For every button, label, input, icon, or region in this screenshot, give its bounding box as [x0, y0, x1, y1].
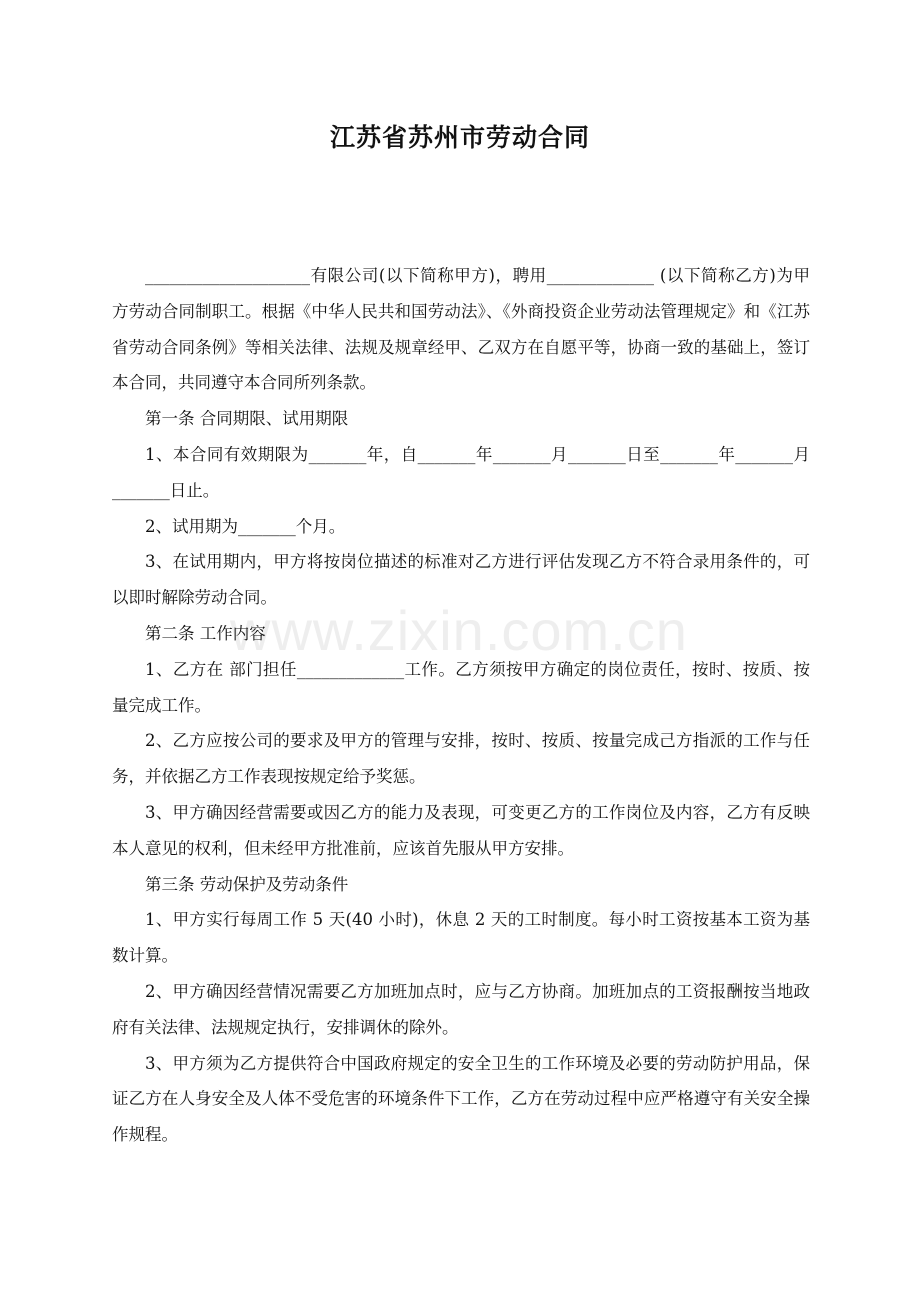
document-title: 江苏省苏州市劳动合同 [329, 123, 590, 152]
article-2-heading: 第二条 工作内容 [145, 623, 266, 643]
article-3-heading: 第三条 劳动保护及劳动条件 [145, 874, 349, 894]
article-1-clause-1: 1、本合同有效期限为_______年，自_______年_______月_______日至_______年_______月_______日止。 [112, 444, 810, 500]
article-3-clause-1: 1、甲方实行每周工作 5 天(40 小时)，休息 2 天的工时制度。每小时工资按基本工资为基数计算。 [112, 910, 810, 966]
article-1-clause-2: 2、试用期为_______个月。 [145, 516, 346, 536]
article-1-heading: 第一条 合同期限、试用期限 [145, 409, 349, 429]
article-2-clause-1: 1、乙方在 部门担任_____________工作。乙方须按甲方确定的岗位责任，按时、按质、按量完成工作。 [112, 659, 810, 715]
article-2-clause-3: 3、甲方确因经营需要或因乙方的能力及表现，可变更乙方的工作岗位及内容，乙方有反映本人意见的权利，但未经甲方批准前，应该首先服从甲方安排。 [112, 802, 810, 858]
watermark: www.zixin.com.cn [230, 599, 688, 662]
article-3-clause-3: 3、甲方须为乙方提供符合中国政府规定的安全卫生的工作环境及必要的劳动防护用品，保证乙方在人身安全及人体不受危害的环境条件下工作，乙方在劳动过程中应严格遵守有关安全操作规程。 [112, 1053, 810, 1145]
article-1-clause-3: 3、在试用期内，甲方将按岗位描述的标准对乙方进行评估发现乙方不符合录用条件的，可以即时解除劳动合同。 [112, 552, 810, 608]
article-3-clause-2: 2、甲方确因经营情况需要乙方加班加点时，应与乙方协商。加班加点的工资报酬按当地政府有关法律、法规规定执行，安排调休的除外。 [112, 981, 810, 1037]
article-2-clause-2: 2、乙方应按公司的要求及甲方的管理与安排，按时、按质、按量完成己方指派的工作与任务，并依据乙方工作表现按规定给予奖惩。 [112, 731, 810, 787]
document-body [112, 258, 810, 1153]
contract-preamble: ____________________有限公司(以下简称甲方)，聘用_____________ (以下简称乙方)为甲方劳动合同制职工。根据《中华人民共和国劳动法》、《外商投资企业劳动法管理规定》和《江苏省劳动合同条例》等相关法律、法规及规章经甲、乙双方在自愿平等，协商一致的基础上，签订本合同，共同遵守本合同所列条款。 [112, 266, 810, 393]
